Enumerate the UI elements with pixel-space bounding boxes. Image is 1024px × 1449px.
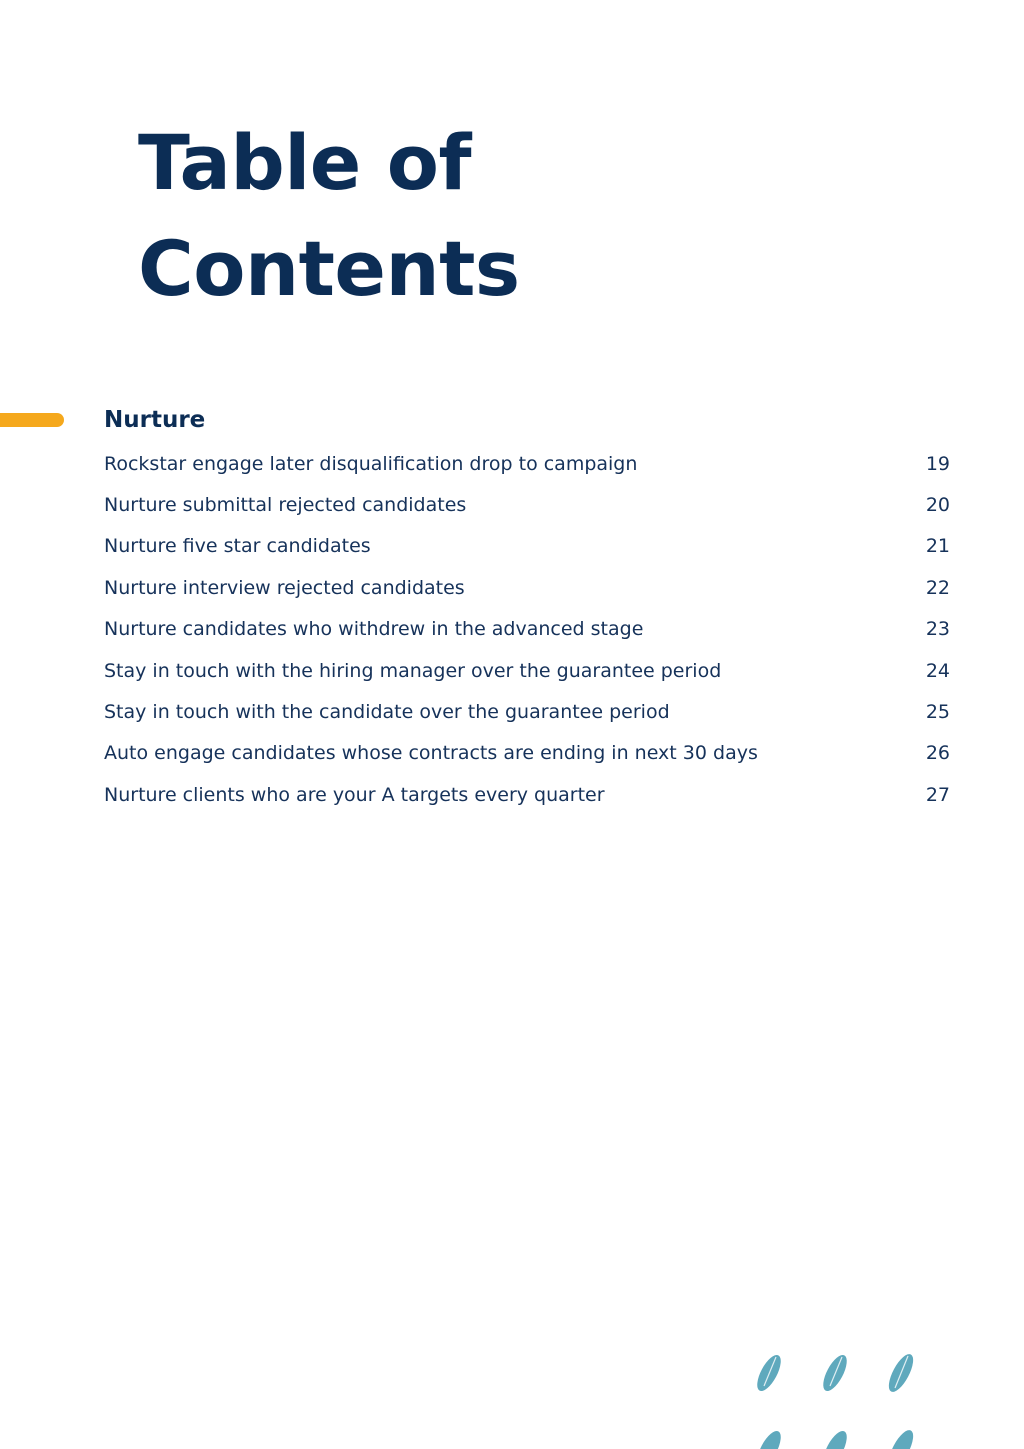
toc-entry-title: Nurture clients who are your A targets every quarter — [104, 783, 605, 806]
toc-entry-page: 24 — [925, 659, 950, 682]
toc-entry-title: Auto engage candidates whose contracts are ending in next 30 days — [104, 742, 758, 765]
toc-entry-page: 22 — [925, 576, 950, 599]
toc-entry-title: Rockstar engage later disqualification drop to campaign — [104, 452, 638, 475]
leaf-shape — [819, 1428, 852, 1449]
toc-entry-title: Nurture candidates who withdrew in the advanced stage — [104, 618, 644, 641]
toc-entry[interactable] — [104, 567, 950, 608]
toc-list — [104, 443, 950, 816]
toc-entry-page: 25 — [925, 701, 950, 724]
toc-entry[interactable] — [104, 691, 950, 732]
toc-section-nurture — [104, 400, 950, 816]
leaf-shape — [884, 1427, 918, 1449]
toc-entry[interactable] — [104, 774, 950, 815]
toc-entry-page: 23 — [925, 618, 950, 641]
toc-entry-title: Stay in touch with the hiring manager over the guarantee period — [104, 659, 722, 682]
page-title — [138, 110, 738, 322]
toc-entry[interactable] — [104, 484, 950, 525]
toc-entry-title: Nurture submittal rejected candidates — [104, 494, 467, 517]
toc-entry-title: Stay in touch with the candidate over the guarantee period — [104, 701, 670, 724]
section-heading: Nurture — [104, 407, 206, 433]
page-title-line-1: Table of — [138, 118, 472, 207]
toc-entry-page: 20 — [925, 494, 950, 517]
leaf-shape — [753, 1428, 786, 1449]
toc-entry[interactable] — [104, 443, 950, 484]
toc-entry-title: Nurture five star candidates — [104, 535, 371, 558]
toc-entry-page: 26 — [925, 742, 950, 765]
toc-entry[interactable] — [104, 526, 950, 567]
section-accent-bar — [0, 413, 64, 427]
toc-entry-page: 19 — [925, 452, 950, 475]
toc-entry[interactable] — [104, 733, 950, 774]
toc-entry-title: Nurture interview rejected candidates — [104, 576, 465, 599]
toc-entry[interactable] — [104, 609, 950, 650]
page-title-line-2: Contents — [138, 224, 520, 313]
toc-entry-page: 27 — [925, 783, 950, 806]
toc-entry-page: 21 — [925, 535, 950, 558]
decorative-leaf-pattern — [740, 1340, 940, 1449]
toc-entry[interactable] — [104, 650, 950, 691]
